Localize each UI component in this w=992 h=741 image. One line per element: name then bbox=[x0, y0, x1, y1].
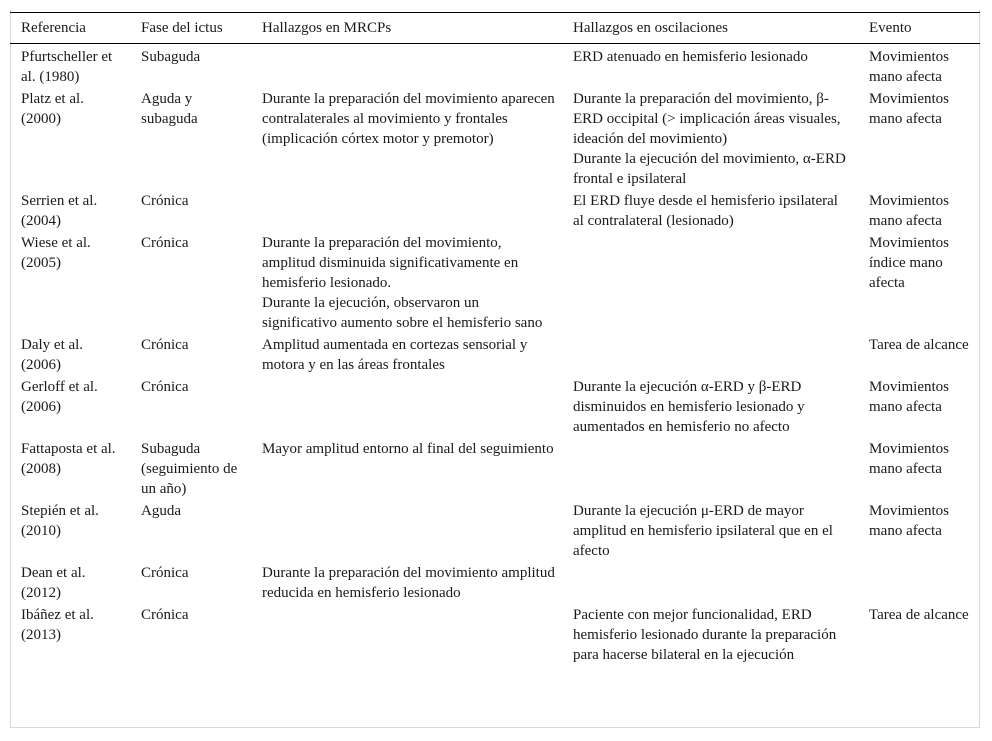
cell-oscilaciones-paragraph: Durante la preparación del movimiento, β-ERD occipital (> implicación áreas visuales, ideación del movimiento) bbox=[573, 91, 841, 147]
cell-mrcps-paragraph: Durante la preparación del movimiento, amplitud disminuida significativamente en hemisferio lesionado. bbox=[262, 235, 519, 291]
cell-evento: Tarea de alcance bbox=[869, 607, 969, 623]
header-fase: Fase del ictus bbox=[130, 13, 251, 44]
cell-oscilaciones-paragraph: Durante la ejecución μ-ERD de mayor amplitud en hemisferio ipsilateral que en el afecto bbox=[573, 503, 833, 559]
cell-referencia: Fattaposta et al. (2008) bbox=[21, 441, 116, 477]
cell-fase: Aguda y subaguda bbox=[141, 91, 198, 127]
cell-referencia: Ibáñez et al. (2013) bbox=[21, 607, 94, 643]
table-row bbox=[10, 89, 980, 191]
cell-mrcps bbox=[251, 335, 562, 377]
cell-fase: Subaguda (seguimiento de un año) bbox=[141, 441, 238, 497]
table-row bbox=[10, 605, 980, 667]
cell-mrcps bbox=[251, 233, 562, 335]
cell-referencia: Pfurtscheller et al. (1980) bbox=[21, 49, 113, 85]
table-row bbox=[10, 233, 980, 335]
header-row bbox=[10, 13, 980, 44]
table-row bbox=[10, 501, 980, 563]
cell-oscilaciones-paragraph: ERD atenuado en hemisferio lesionado bbox=[573, 49, 808, 65]
cell-fase: Crónica bbox=[141, 235, 189, 251]
cell-oscilaciones-paragraph: Paciente con mejor funcionalidad, ERD hemisferio lesionado durante la preparación para hacerse bilateral en la ejecución bbox=[573, 607, 837, 663]
cell-oscilaciones bbox=[562, 191, 858, 233]
cell-mrcps bbox=[251, 605, 562, 667]
header-referencia: Referencia bbox=[10, 13, 130, 44]
cell-fase: Crónica bbox=[141, 193, 189, 209]
cell-fase: Crónica bbox=[141, 565, 189, 581]
cell-referencia: Daly et al. (2006) bbox=[21, 337, 84, 373]
cell-oscilaciones bbox=[562, 439, 858, 501]
cell-evento: Movimientos mano afecta bbox=[869, 91, 950, 127]
cell-fase: Subaguda bbox=[141, 49, 201, 65]
cell-oscilaciones-paragraph: El ERD fluye desde el hemisferio ipsilateral al contralateral (lesionado) bbox=[573, 193, 838, 229]
cell-referencia: Gerloff et al. (2006) bbox=[21, 379, 98, 415]
cell-referencia: Platz et al. (2000) bbox=[21, 91, 84, 127]
cell-referencia: Wiese et al. (2005) bbox=[21, 235, 91, 271]
cell-oscilaciones bbox=[562, 233, 858, 335]
cell-referencia: Stepién et al. (2010) bbox=[21, 503, 99, 539]
cell-mrcps-paragraph: Durante la preparación del movimiento amplitud reducida en hemisferio lesionado bbox=[262, 565, 555, 601]
table-row bbox=[10, 377, 980, 439]
cell-mrcps bbox=[251, 563, 562, 605]
header-evento: Evento bbox=[858, 13, 980, 44]
cell-referencia: Dean et al. (2012) bbox=[21, 565, 86, 601]
cell-oscilaciones bbox=[562, 335, 858, 377]
cell-evento: Movimientos mano afecta bbox=[869, 193, 950, 229]
cell-evento bbox=[858, 563, 980, 605]
cell-evento: Movimientos mano afecta bbox=[869, 49, 950, 85]
cell-mrcps bbox=[251, 377, 562, 439]
cell-mrcps-paragraph: Mayor amplitud entorno al final del seguimiento bbox=[262, 441, 554, 457]
table-row bbox=[10, 44, 980, 90]
cell-mrcps bbox=[251, 439, 562, 501]
cell-mrcps-paragraph: Durante la ejecución, observaron un significativo aumento sobre el hemisferio sano bbox=[262, 295, 543, 331]
cell-evento: Tarea de alcance bbox=[869, 337, 969, 353]
cell-mrcps bbox=[251, 89, 562, 191]
cell-fase: Crónica bbox=[141, 607, 189, 623]
findings-table bbox=[10, 12, 980, 667]
cell-referencia: Serrien et al. (2004) bbox=[21, 193, 98, 229]
cell-mrcps bbox=[251, 191, 562, 233]
cell-evento: Movimientos mano afecta bbox=[869, 379, 950, 415]
cell-mrcps-paragraph: Amplitud aumentada en cortezas sensorial y motora y en las áreas frontales bbox=[262, 337, 528, 373]
cell-fase: Crónica bbox=[141, 379, 189, 395]
cell-evento: Movimientos mano afecta bbox=[869, 441, 950, 477]
table-row bbox=[10, 335, 980, 377]
cell-mrcps-paragraph: Durante la preparación del movimiento aparecen contralaterales al movimiento y frontales (implicación córtex motor y premotor) bbox=[262, 91, 555, 147]
cell-oscilaciones bbox=[562, 89, 858, 191]
cell-oscilaciones bbox=[562, 501, 858, 563]
cell-evento: Movimientos mano afecta bbox=[869, 503, 950, 539]
table-body bbox=[10, 44, 980, 668]
cell-oscilaciones bbox=[562, 377, 858, 439]
table-row bbox=[10, 439, 980, 501]
cell-oscilaciones bbox=[562, 563, 858, 605]
table-row bbox=[10, 563, 980, 605]
header-mrcps: Hallazgos en MRCPs bbox=[251, 13, 562, 44]
cell-oscilaciones bbox=[562, 44, 858, 90]
cell-oscilaciones bbox=[562, 605, 858, 667]
cell-oscilaciones-paragraph: Durante la ejecución del movimiento, α-ERD frontal e ipsilateral bbox=[573, 151, 846, 187]
table-header bbox=[10, 13, 980, 44]
cell-fase: Crónica bbox=[141, 337, 189, 353]
table-row bbox=[10, 191, 980, 233]
cell-evento: Movimientos índice mano afecta bbox=[869, 235, 950, 291]
cell-mrcps bbox=[251, 44, 562, 90]
cell-mrcps bbox=[251, 501, 562, 563]
header-oscilaciones: Hallazgos en oscilaciones bbox=[562, 13, 858, 44]
cell-oscilaciones-paragraph: Durante la ejecución α-ERD y β-ERD disminuidos en hemisferio lesionado y aumentados en hemisferio no afecto bbox=[573, 379, 805, 435]
cell-fase: Aguda bbox=[141, 503, 181, 519]
